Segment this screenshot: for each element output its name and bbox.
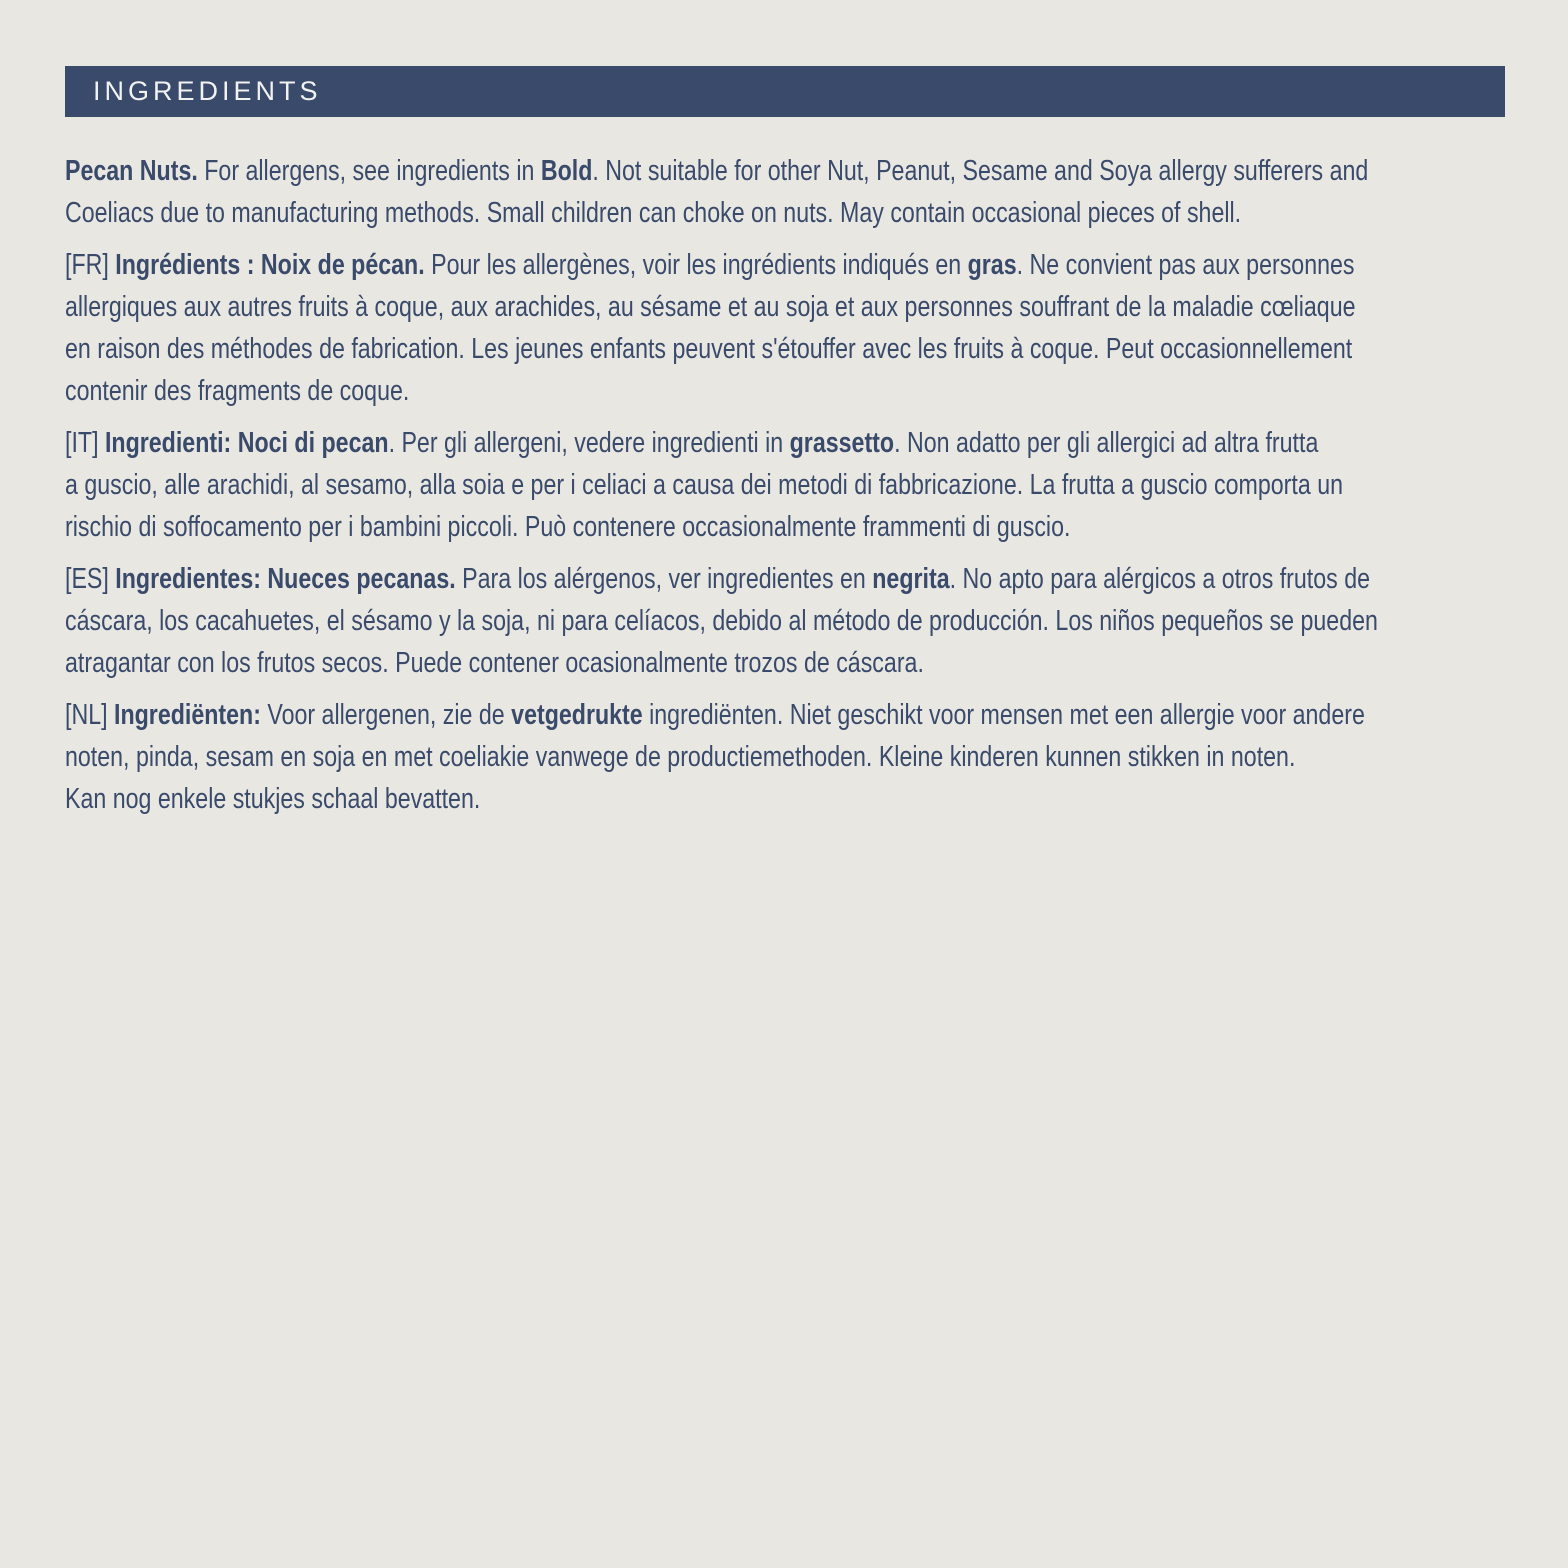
fr-text-5: contenir des fragments de coque. [65, 375, 410, 407]
en-lead: Pecan Nuts. [65, 155, 198, 187]
it-bold-1: grassetto [789, 427, 895, 459]
paragraph-en [65, 150, 1505, 234]
it-lang: [IT] [65, 427, 105, 459]
fr-text-2: . Ne convient pas aux personnes [1016, 249, 1355, 281]
fr-text-3: allergiques aux autres fruits à coque, aux arachides, au sésame et au soja et aux personnes souffrant de la maladie cœliaque [65, 291, 1356, 323]
nl-text-2: ingrediënten. Niet geschikt voor mensen met een allergie voor andere [642, 699, 1365, 731]
en-text-2: . Not suitable for other Nut, Peanut, Sesame and Soya allergy sufferers and [592, 155, 1369, 187]
es-lead: Ingredientes: Nueces pecanas. [115, 563, 456, 595]
fr-lead: Ingrédients : Noix de pécan. [115, 249, 425, 281]
en-bold-1: Bold [540, 155, 593, 187]
ingredients-title: INGREDIENTS [93, 76, 322, 106]
es-text-1: Para los alérgenos, ver ingredientes en [455, 563, 873, 595]
es-text-2: . No apto para alérgicos a otros frutos de [949, 563, 1371, 595]
it-text-3: a guscio, alle arachidi, al sesamo, alla soia e per i celiaci a causa dei metodi di fabbricazione. La frutta a guscio comporta un [65, 469, 1343, 501]
paragraph-it [65, 422, 1505, 548]
nl-text-3: noten, pinda, sesam en soja en met coeliakie vanwege de productiemethoden. Kleine kinderen kunnen stikken in noten. [65, 741, 1296, 773]
nl-text-4: Kan nog enkele stukjes schaal bevatten. [65, 783, 481, 815]
nl-lead: Ingrediënten: [114, 699, 261, 731]
ingredients-text [65, 150, 1505, 830]
paragraph-fr [65, 244, 1505, 412]
nl-bold-1: vetgedrukte [511, 699, 643, 731]
fr-text-4: en raison des méthodes de fabrication. Les jeunes enfants peuvent s'étouffer avec les fruits à coque. Peut occasionnellement [65, 333, 1353, 365]
it-text-1: . Per gli allergeni, vedere ingredienti in [388, 427, 790, 459]
es-bold-1: negrita [872, 563, 950, 595]
nl-text-1: Voor allergenen, zie de [260, 699, 512, 731]
paragraph-nl [65, 694, 1505, 820]
es-text-4: atragantar con los frutos secos. Puede contener ocasionalmente trozos de cáscara. [65, 647, 924, 679]
en-text-1: For allergens, see ingredients in [197, 155, 541, 187]
it-text-4: rischio di soffocamento per i bambini piccoli. Può contenere occasionalmente frammenti di guscio. [65, 511, 1071, 543]
fr-lang: [FR] [65, 249, 116, 281]
fr-text-1: Pour les allergènes, voir les ingrédients indiqués en [424, 249, 968, 281]
es-lang: [ES] [65, 563, 116, 595]
fr-bold-1: gras [967, 249, 1017, 281]
nl-lang: [NL] [65, 699, 114, 731]
paragraph-es [65, 558, 1505, 684]
en-text-3: Coeliacs due to manufacturing methods. Small children can choke on nuts. May contain occasional pieces of shell. [65, 197, 1242, 229]
es-text-3: cáscara, los cacahuetes, el sésamo y la soja, ni para celíacos, debido al método de producción. Los niños pequeños se pueden [65, 605, 1378, 637]
ingredients-header-bar [65, 66, 1505, 117]
it-text-2: . Non adatto per gli allergici ad altra frutta [894, 427, 1319, 459]
it-lead: Ingredienti: Noci di pecan [104, 427, 389, 459]
